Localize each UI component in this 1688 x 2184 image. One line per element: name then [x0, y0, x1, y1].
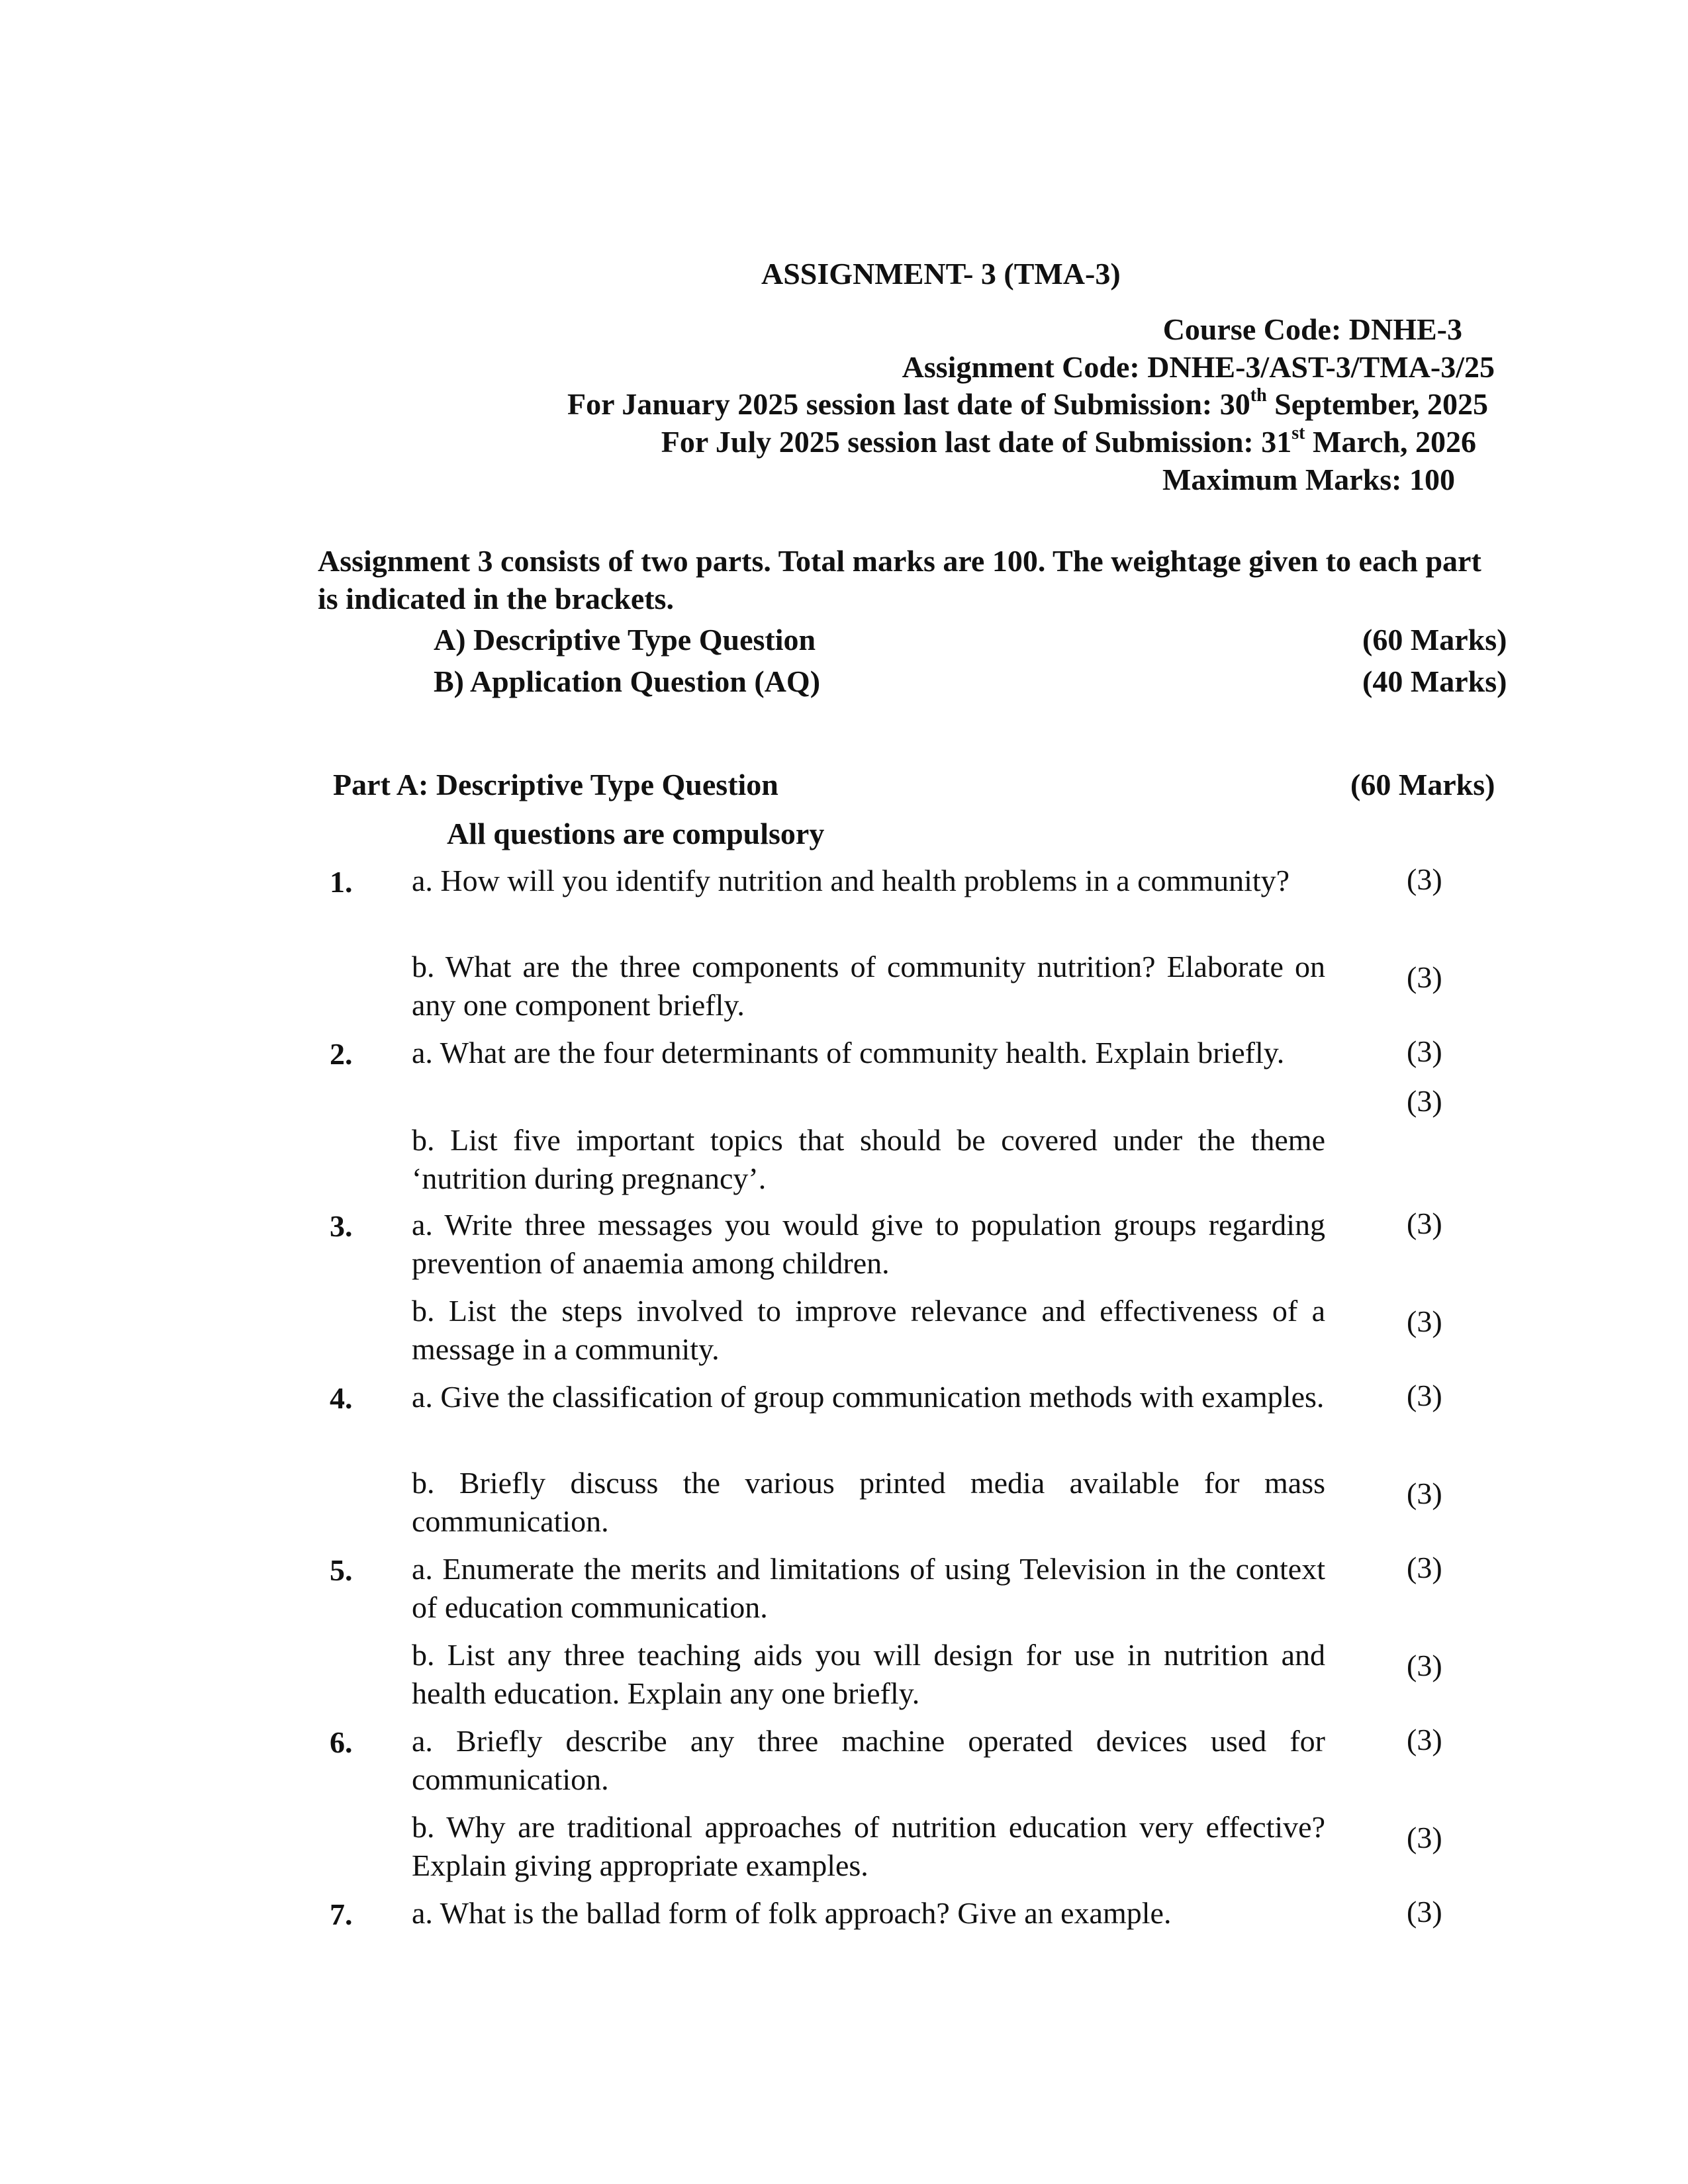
january-deadline-ordinal: th — [1250, 385, 1267, 406]
january-session-deadline — [567, 386, 1488, 423]
course-code: Course Code: DNHE-3 — [1162, 312, 1462, 346]
question-5b: b. List any three teaching aids you will design for use in nutrition and health education. Explain any one briefly. — [412, 1638, 1325, 1710]
question-4a: a. Give the classification of group communication methods with examples. — [412, 1380, 1325, 1414]
question-6b: b. Why are traditional approaches of nutrition education very effective? Explain giving appropriate examples. — [412, 1810, 1325, 1882]
question-3a: a. Write three messages you would give to population groups regarding prevention of anaemia among children. — [412, 1208, 1325, 1280]
question-number: 1. — [330, 865, 353, 899]
question-number: 3. — [330, 1209, 353, 1243]
july-deadline-ordinal: st — [1291, 422, 1305, 443]
part-b-summary-marks: (40 Marks) — [1362, 664, 1507, 698]
part-a-marks: (60 Marks) — [1350, 768, 1495, 801]
question-6a: a. Briefly describe any three machine operated devices used for communication. — [412, 1724, 1325, 1796]
question-5b-marks: (3) — [1407, 1649, 1442, 1682]
compulsory-note: All questions are compulsory — [447, 817, 825, 850]
july-deadline-suffix: March, 2026 — [1305, 425, 1476, 459]
intro-line-2: is indicated in the brackets. — [318, 582, 674, 615]
question-2b-marks: (3) — [1407, 1084, 1442, 1118]
question-7a-marks: (3) — [1407, 1895, 1442, 1929]
question-3b-marks: (3) — [1407, 1304, 1442, 1338]
question-1b: b. What are the three components of community nutrition? Elaborate on any one component briefly. — [412, 950, 1325, 1022]
question-5a-marks: (3) — [1407, 1551, 1442, 1584]
july-session-deadline — [661, 424, 1476, 461]
part-a-heading: Part A: Descriptive Type Question — [333, 768, 778, 801]
question-4b-marks: (3) — [1407, 1477, 1442, 1510]
question-4b: b. Briefly discuss the various printed media available for mass communication. — [412, 1466, 1325, 1538]
maximum-marks: Maximum Marks: 100 — [1162, 463, 1455, 496]
page-title: ASSIGNMENT- 3 (TMA-3) — [761, 257, 1121, 291]
question-1a-marks: (3) — [1407, 862, 1442, 896]
question-number: 2. — [330, 1037, 353, 1071]
question-6b-marks: (3) — [1407, 1821, 1442, 1854]
question-2a: a. What are the four determinants of community health. Explain briefly. — [412, 1036, 1285, 1069]
question-number: 6. — [330, 1725, 353, 1759]
part-b-summary-label: B) Application Question (AQ) — [434, 664, 821, 698]
july-deadline-prefix: For July 2025 session last date of Submission: 31 — [661, 425, 1292, 459]
question-4a-marks: (3) — [1407, 1379, 1442, 1412]
january-deadline-suffix: September, 2025 — [1266, 387, 1488, 421]
question-1a: a. How will you identify nutrition and health problems in a community? — [412, 864, 1290, 897]
question-7a: a. What is the ballad form of folk approach? Give an example. — [412, 1896, 1172, 1930]
question-5a: a. Enumerate the merits and limitations of using Television in the context of education communication. — [412, 1552, 1325, 1624]
question-number: 7. — [330, 1897, 353, 1931]
question-2a-marks: (3) — [1407, 1034, 1442, 1068]
question-2b: b. List five important topics that should be covered under the theme ‘nutrition during pregnancy’. — [412, 1123, 1325, 1195]
question-3a-marks: (3) — [1407, 1206, 1442, 1240]
question-1b-marks: (3) — [1407, 960, 1442, 994]
part-a-summary-marks: (60 Marks) — [1362, 623, 1507, 657]
part-a-summary-label: A) Descriptive Type Question — [434, 623, 816, 657]
question-number: 4. — [330, 1381, 353, 1415]
assignment-code: Assignment Code: DNHE-3/AST-3/TMA-3/25 — [902, 350, 1495, 384]
question-6a-marks: (3) — [1407, 1723, 1442, 1756]
question-3b: b. List the steps involved to improve relevance and effectiveness of a message in a community. — [412, 1294, 1325, 1366]
january-deadline-prefix: For January 2025 session last date of Submission: 30 — [567, 387, 1250, 421]
intro-line-1: Assignment 3 consists of two parts. Total marks are 100. The weightage given to each part — [318, 544, 1481, 578]
question-number: 5. — [330, 1553, 353, 1587]
